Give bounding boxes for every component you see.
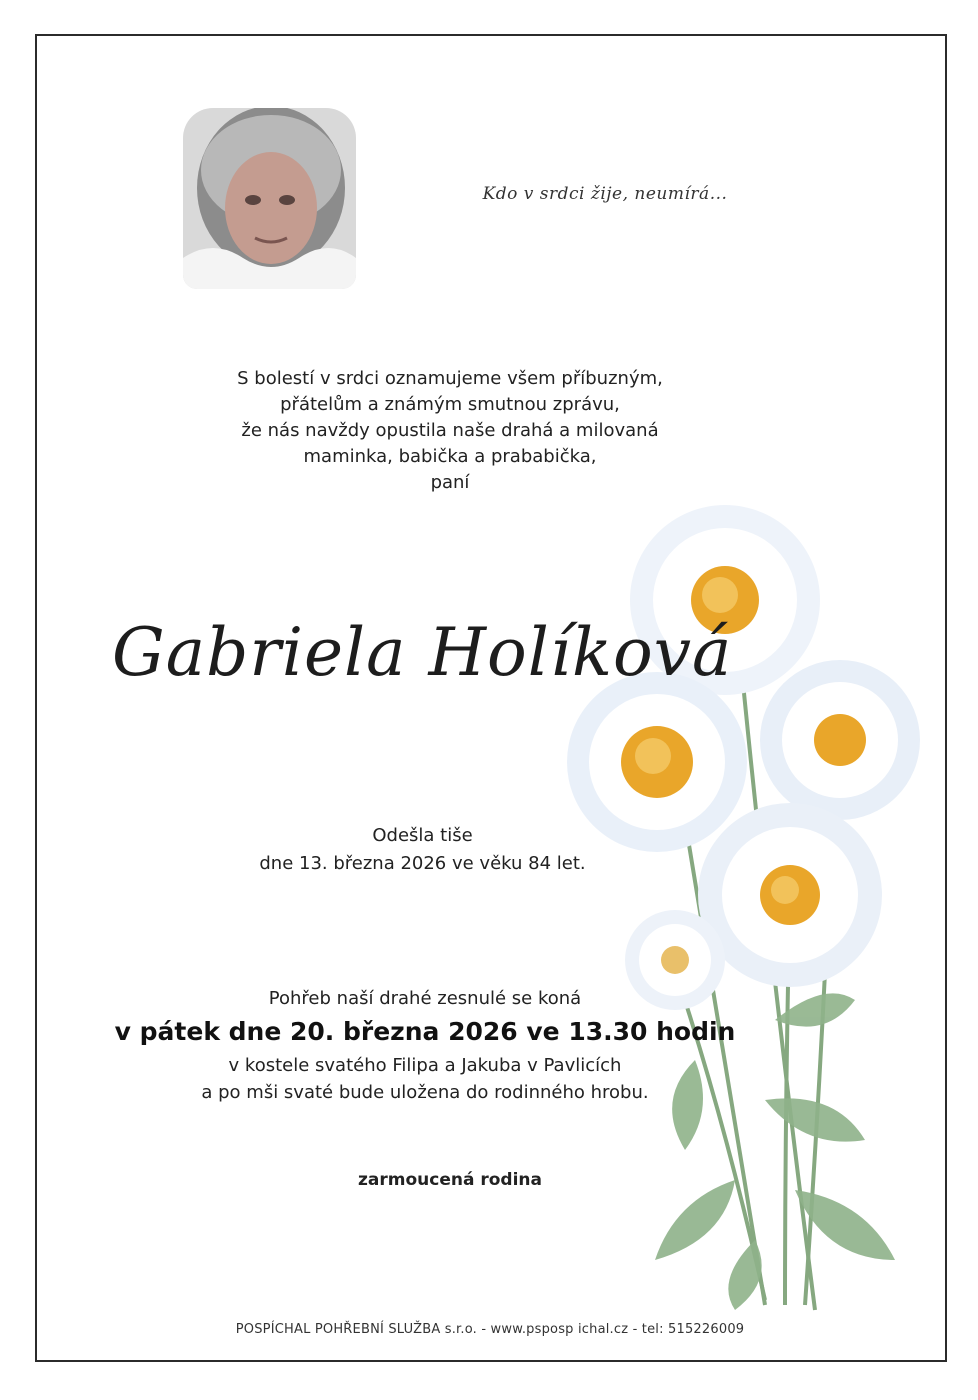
footer-contact: POSPÍCHAL POHŘEBNÍ SLUŽBA s.r.o. - www.psposp ichal.cz - tel: 515226009 [235, 1322, 745, 1337]
portrait-photo [183, 108, 356, 289]
intro-line: S bolestí v srdci oznamujeme všem příbuzným, [237, 368, 663, 389]
announcement-intro [150, 366, 750, 496]
intro-line: paní [430, 472, 470, 493]
signature: zarmoucená rodina [358, 1170, 542, 1190]
motto-text: Kdo v srdci žije, neumírá... [482, 184, 728, 204]
daisy-4 [698, 803, 882, 987]
death-line-1: Odešla tiše [372, 825, 473, 846]
funeral-place: v kostele svatého Filipa a Jakuba v Pavlicích [228, 1055, 622, 1076]
funeral-burial: a po mši svaté bude uložena do rodinného hrobu. [201, 1082, 649, 1103]
deceased-name: Gabriela Holíková [112, 614, 733, 691]
daisy-3 [760, 660, 920, 820]
funeral-details [100, 986, 750, 1106]
funeral-intro: Pohřeb naší drahé zesnulé se koná [268, 988, 582, 1009]
funeral-date-time: v pátek dne 20. března 2026 ve 13.30 hodin [114, 1017, 736, 1046]
intro-line: maminka, babička a prababička, [303, 446, 597, 467]
intro-line: že nás navždy opustila naše drahá a milovaná [241, 420, 659, 441]
intro-line: přátelům a známým smutnou zprávu, [280, 394, 620, 415]
death-date: dne 13. března 2026 ve věku 84 let. [259, 853, 586, 874]
death-notice [150, 822, 695, 878]
